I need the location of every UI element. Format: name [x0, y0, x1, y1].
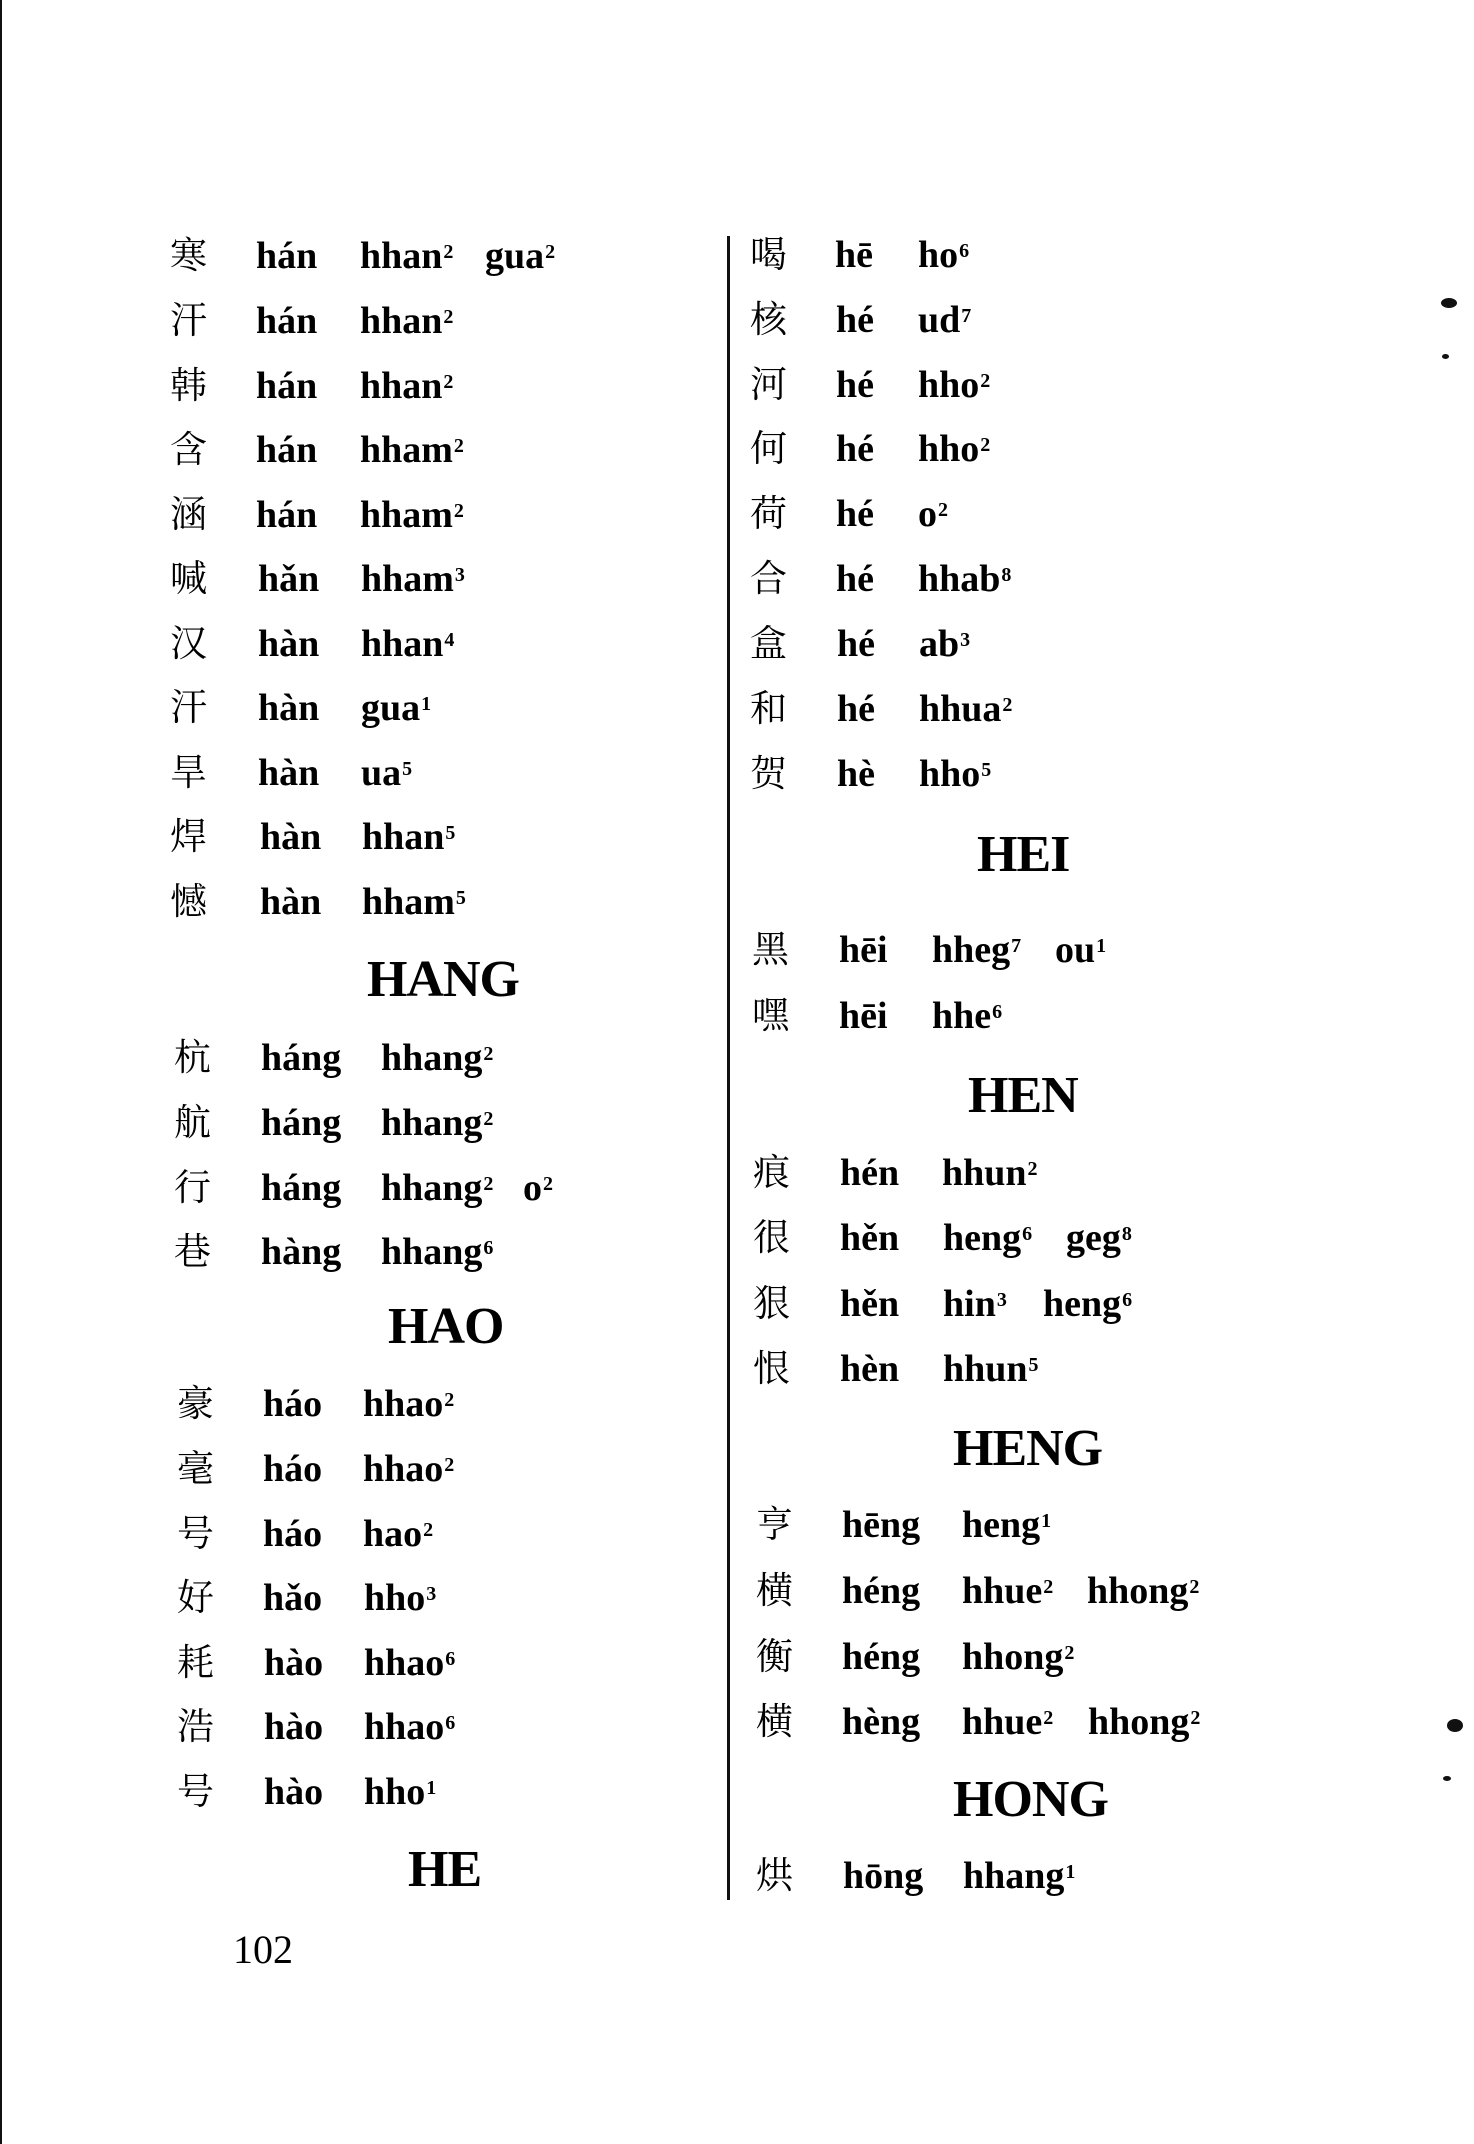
reading — [918, 225, 969, 285]
pinyin: hé — [837, 688, 875, 730]
tone-number: 6 — [992, 1001, 1003, 1023]
pinyin: hàn — [258, 623, 320, 665]
tone-number: 5 — [1028, 1354, 1039, 1376]
pinyin: hěn — [840, 1283, 900, 1325]
hanzi: 衡 — [756, 1635, 793, 1678]
hanzi: 贺 — [750, 752, 787, 795]
reading — [362, 807, 455, 867]
reading-text: heng — [1043, 1283, 1122, 1325]
tone-number: 2 — [1043, 1576, 1054, 1598]
tone-number: 2 — [1064, 1642, 1075, 1664]
reading-text: hhao — [364, 1642, 445, 1684]
tone-number: 7 — [1011, 935, 1022, 957]
reading — [943, 1208, 1032, 1268]
reading — [364, 1633, 455, 1693]
hanzi: 很 — [753, 1216, 790, 1259]
tone-number: 2 — [1189, 1576, 1200, 1598]
reading-text: hhe — [932, 995, 992, 1037]
tone-number: 2 — [443, 306, 454, 328]
reading-text: hho — [919, 753, 981, 795]
tone-number: 2 — [483, 1043, 494, 1065]
hanzi: 烘 — [756, 1854, 793, 1897]
reading-text: hhao — [363, 1448, 444, 1490]
reading — [361, 678, 431, 738]
reading-text: hhan — [362, 816, 445, 858]
tone-number: 8 — [1121, 1223, 1132, 1245]
hanzi: 浩 — [177, 1705, 214, 1748]
pinyin: hǎo — [263, 1577, 323, 1619]
reading-text: ab — [919, 623, 960, 665]
hanzi: 汗 — [170, 299, 207, 342]
reading-text: heng — [962, 1504, 1041, 1546]
reading-text: hhun — [943, 1348, 1028, 1390]
tone-number: 1 — [1065, 1861, 1076, 1883]
reading — [918, 549, 1011, 609]
pinyin: háng — [261, 1102, 342, 1144]
reading — [381, 1222, 493, 1282]
scan-smudge — [1443, 1776, 1451, 1781]
reading — [381, 1093, 493, 1153]
pinyin: hàn — [260, 881, 322, 923]
hanzi: 好 — [177, 1576, 214, 1619]
reading-text: hham — [360, 429, 453, 471]
pinyin: hào — [264, 1642, 324, 1684]
reading — [361, 743, 412, 803]
hanzi: 核 — [750, 298, 787, 341]
reading — [918, 484, 948, 544]
tone-number: 2 — [444, 1389, 455, 1411]
reading-text: hao — [363, 1513, 423, 1555]
reading — [1043, 1274, 1132, 1334]
hanzi: 巷 — [174, 1230, 211, 1273]
tone-number: 3 — [996, 1289, 1007, 1311]
pinyin: háo — [263, 1448, 323, 1490]
reading-text: heng — [943, 1217, 1022, 1259]
section-heading: HANG — [367, 951, 519, 1008]
reading-text: gua — [485, 235, 545, 277]
reading — [943, 1339, 1039, 1399]
reading-text: hhao — [363, 1383, 444, 1425]
reading-text: hhan — [360, 365, 443, 407]
hanzi: 含 — [170, 428, 207, 471]
hanzi: 号 — [177, 1512, 214, 1555]
reading — [485, 226, 555, 286]
tone-number: 1 — [1096, 935, 1107, 957]
reading-text: hheg — [932, 929, 1011, 971]
reading-text: hhan — [360, 300, 443, 342]
reading — [360, 485, 464, 545]
pinyin: hán — [256, 429, 318, 471]
reading — [1088, 1692, 1200, 1752]
scan-smudge — [1442, 354, 1449, 359]
pinyin: hán — [256, 235, 318, 277]
hanzi: 焊 — [170, 815, 207, 858]
tone-number: 7 — [961, 305, 972, 327]
reading-text: hhue — [962, 1570, 1043, 1612]
reading — [1087, 1561, 1199, 1621]
pinyin: hé — [836, 299, 874, 341]
reading — [943, 1274, 1007, 1334]
tone-number: 6 — [445, 1648, 456, 1670]
section-heading: HEI — [977, 826, 1070, 883]
hanzi: 横 — [756, 1569, 793, 1612]
pinyin: hèng — [842, 1701, 921, 1743]
pinyin: hé — [836, 428, 874, 470]
hanzi: 河 — [750, 363, 787, 406]
tone-number: 1 — [421, 693, 432, 715]
reading-text: hhang — [381, 1167, 483, 1209]
hanzi: 恨 — [753, 1347, 790, 1390]
tone-number: 3 — [454, 564, 465, 586]
reading — [360, 291, 453, 351]
reading — [919, 614, 970, 674]
reading-text: hhua — [919, 688, 1002, 730]
hanzi: 汗 — [170, 686, 207, 729]
pinyin: hōng — [843, 1855, 924, 1897]
pinyin: hán — [256, 300, 318, 342]
tone-number: 2 — [938, 499, 948, 521]
reading-text: hhang — [381, 1037, 483, 1079]
section-heading: HE — [408, 1841, 482, 1898]
hanzi: 横 — [756, 1700, 793, 1743]
hanzi: 豪 — [177, 1382, 214, 1425]
hanzi: 行 — [174, 1166, 211, 1209]
hanzi: 和 — [750, 687, 787, 730]
tone-number: 2 — [980, 434, 991, 456]
pinyin: hào — [264, 1771, 324, 1813]
tone-number: 6 — [483, 1237, 494, 1259]
pinyin: hèn — [840, 1348, 900, 1390]
section-heading: HAO — [388, 1298, 504, 1355]
pinyin: háo — [263, 1513, 323, 1555]
pinyin: hé — [836, 493, 874, 535]
tone-number: 1 — [1041, 1510, 1052, 1532]
pinyin: háo — [263, 1383, 323, 1425]
pinyin: hào — [264, 1706, 324, 1748]
hanzi: 喝 — [750, 233, 787, 276]
hanzi: 喊 — [170, 557, 207, 600]
reading — [963, 1846, 1075, 1906]
reading-text: ou — [1055, 929, 1096, 971]
page-number: 102 — [233, 1927, 293, 1972]
reading — [932, 986, 1002, 1046]
reading — [918, 355, 990, 415]
reading-text: ud — [918, 299, 961, 341]
pinyin: hé — [836, 364, 874, 406]
pinyin: hàn — [258, 687, 320, 729]
hanzi: 合 — [750, 557, 787, 600]
pinyin: héng — [842, 1570, 921, 1612]
pinyin: hàng — [261, 1231, 342, 1273]
reading — [381, 1158, 493, 1218]
reading — [962, 1692, 1053, 1752]
tone-number: 6 — [1022, 1223, 1033, 1245]
reading-text: hhue — [962, 1701, 1043, 1743]
reading — [361, 614, 454, 674]
column-divider — [727, 236, 730, 1900]
tone-number: 6 — [445, 1712, 456, 1734]
hanzi: 荷 — [750, 492, 787, 535]
tone-number: 2 — [545, 241, 556, 263]
reading — [363, 1504, 433, 1564]
reading — [363, 1374, 454, 1434]
pinyin: hǎn — [258, 558, 320, 600]
scan-smudge — [1441, 298, 1457, 308]
reading-text: hhun — [942, 1152, 1027, 1194]
tone-number: 2 — [423, 1519, 434, 1541]
reading — [962, 1495, 1051, 1555]
reading-text: hhan — [360, 235, 443, 277]
section-heading: HENG — [953, 1420, 1103, 1477]
reading — [364, 1568, 436, 1628]
tone-number: 6 — [1122, 1289, 1133, 1311]
reading-text: hhab — [918, 558, 1001, 600]
reading — [962, 1627, 1074, 1687]
tone-number: 6 — [959, 240, 970, 262]
reading — [918, 290, 971, 350]
reading — [932, 920, 1021, 980]
reading — [1066, 1208, 1132, 1268]
section-heading: HEN — [968, 1067, 1078, 1124]
reading — [364, 1762, 436, 1822]
reading — [962, 1561, 1053, 1621]
pinyin: hàn — [260, 816, 322, 858]
hanzi: 旱 — [170, 751, 207, 794]
hanzi: 汉 — [170, 622, 207, 665]
tone-number: 5 — [402, 758, 413, 780]
tone-number: 2 — [1002, 694, 1013, 716]
reading — [1055, 920, 1106, 980]
tone-number: 2 — [1190, 1707, 1201, 1729]
reading-text: o — [918, 493, 937, 535]
reading-text: hhao — [364, 1706, 445, 1748]
hanzi: 涵 — [170, 493, 207, 536]
hanzi: 痕 — [753, 1151, 790, 1194]
reading-text: hham — [362, 881, 455, 923]
pinyin: hěn — [840, 1217, 900, 1259]
reading — [364, 1697, 455, 1757]
reading-text: hho — [364, 1771, 426, 1813]
tone-number: 2 — [483, 1173, 494, 1195]
reading-text: gua — [361, 687, 421, 729]
scan-smudge — [1447, 1719, 1463, 1732]
reading-text: ua — [361, 752, 402, 794]
reading-text: hin — [943, 1283, 996, 1325]
pinyin: háng — [261, 1037, 342, 1079]
hanzi: 亨 — [756, 1503, 793, 1546]
reading-text: hho — [364, 1577, 426, 1619]
pinyin: hén — [840, 1152, 900, 1194]
reading-text: hhong — [1088, 1701, 1190, 1743]
reading-text: ho — [918, 234, 959, 276]
pinyin: hēi — [839, 929, 888, 971]
hanzi: 号 — [177, 1770, 214, 1813]
pinyin: hé — [837, 623, 875, 665]
tone-number: 3 — [960, 629, 971, 651]
reading — [360, 356, 453, 416]
tone-number: 5 — [455, 887, 466, 909]
pinyin: hē — [835, 234, 873, 276]
reading-text: geg — [1066, 1217, 1121, 1259]
reading — [942, 1143, 1038, 1203]
reading — [523, 1158, 553, 1218]
tone-number: 3 — [426, 1583, 437, 1605]
page-edge-border — [0, 0, 2, 2144]
reading — [919, 744, 991, 804]
tone-number: 2 — [453, 435, 464, 457]
pinyin: hēng — [842, 1504, 921, 1546]
hanzi: 毫 — [177, 1447, 214, 1490]
tone-number: 2 — [980, 370, 991, 392]
reading-text: hham — [360, 494, 453, 536]
hanzi: 狠 — [753, 1282, 790, 1325]
hanzi: 何 — [750, 427, 787, 470]
pinyin: hé — [836, 558, 874, 600]
tone-number: 2 — [444, 1454, 455, 1476]
reading — [381, 1028, 493, 1088]
reading — [363, 1439, 454, 1499]
tone-number: 2 — [483, 1108, 494, 1130]
reading-text: hhang — [381, 1102, 483, 1144]
tone-number: 8 — [1001, 564, 1012, 586]
reading — [362, 872, 466, 932]
reading-text: hhong — [1087, 1570, 1189, 1612]
tone-number: 2 — [543, 1173, 553, 1195]
hanzi: 黑 — [752, 928, 789, 971]
hanzi: 憾 — [170, 880, 207, 923]
pinyin: háng — [261, 1167, 342, 1209]
pinyin: hán — [256, 365, 318, 407]
reading-text: hho — [918, 364, 980, 406]
tone-number: 5 — [981, 759, 992, 781]
pinyin: hēi — [839, 995, 888, 1037]
hanzi: 盒 — [750, 622, 787, 665]
tone-number: 1 — [426, 1777, 437, 1799]
reading — [360, 226, 453, 286]
tone-number: 2 — [453, 500, 464, 522]
hanzi: 韩 — [170, 364, 207, 407]
tone-number: 2 — [1027, 1158, 1038, 1180]
hanzi: 嘿 — [752, 994, 789, 1037]
reading-text: hhong — [962, 1636, 1064, 1678]
pinyin: héng — [842, 1636, 921, 1678]
hanzi: 寒 — [170, 234, 207, 277]
reading — [918, 419, 990, 479]
reading-text: hho — [918, 428, 980, 470]
hanzi: 杭 — [174, 1036, 211, 1079]
tone-number: 5 — [445, 822, 456, 844]
pinyin: hán — [256, 494, 318, 536]
reading-text: hhang — [963, 1855, 1065, 1897]
reading — [919, 679, 1012, 739]
section-heading: HONG — [953, 1771, 1108, 1828]
tone-number: 2 — [1043, 1707, 1054, 1729]
reading-text: o — [523, 1167, 542, 1209]
reading-text: hham — [361, 558, 454, 600]
reading — [361, 549, 465, 609]
hanzi: 耗 — [177, 1641, 214, 1684]
hanzi: 航 — [174, 1101, 211, 1144]
reading-text: hhang — [381, 1231, 483, 1273]
pinyin: hè — [837, 753, 875, 795]
tone-number: 2 — [443, 241, 454, 263]
pinyin: hàn — [258, 752, 320, 794]
reading-text: hhan — [361, 623, 444, 665]
tone-number: 4 — [444, 629, 455, 651]
reading — [360, 420, 464, 480]
tone-number: 2 — [443, 371, 454, 393]
